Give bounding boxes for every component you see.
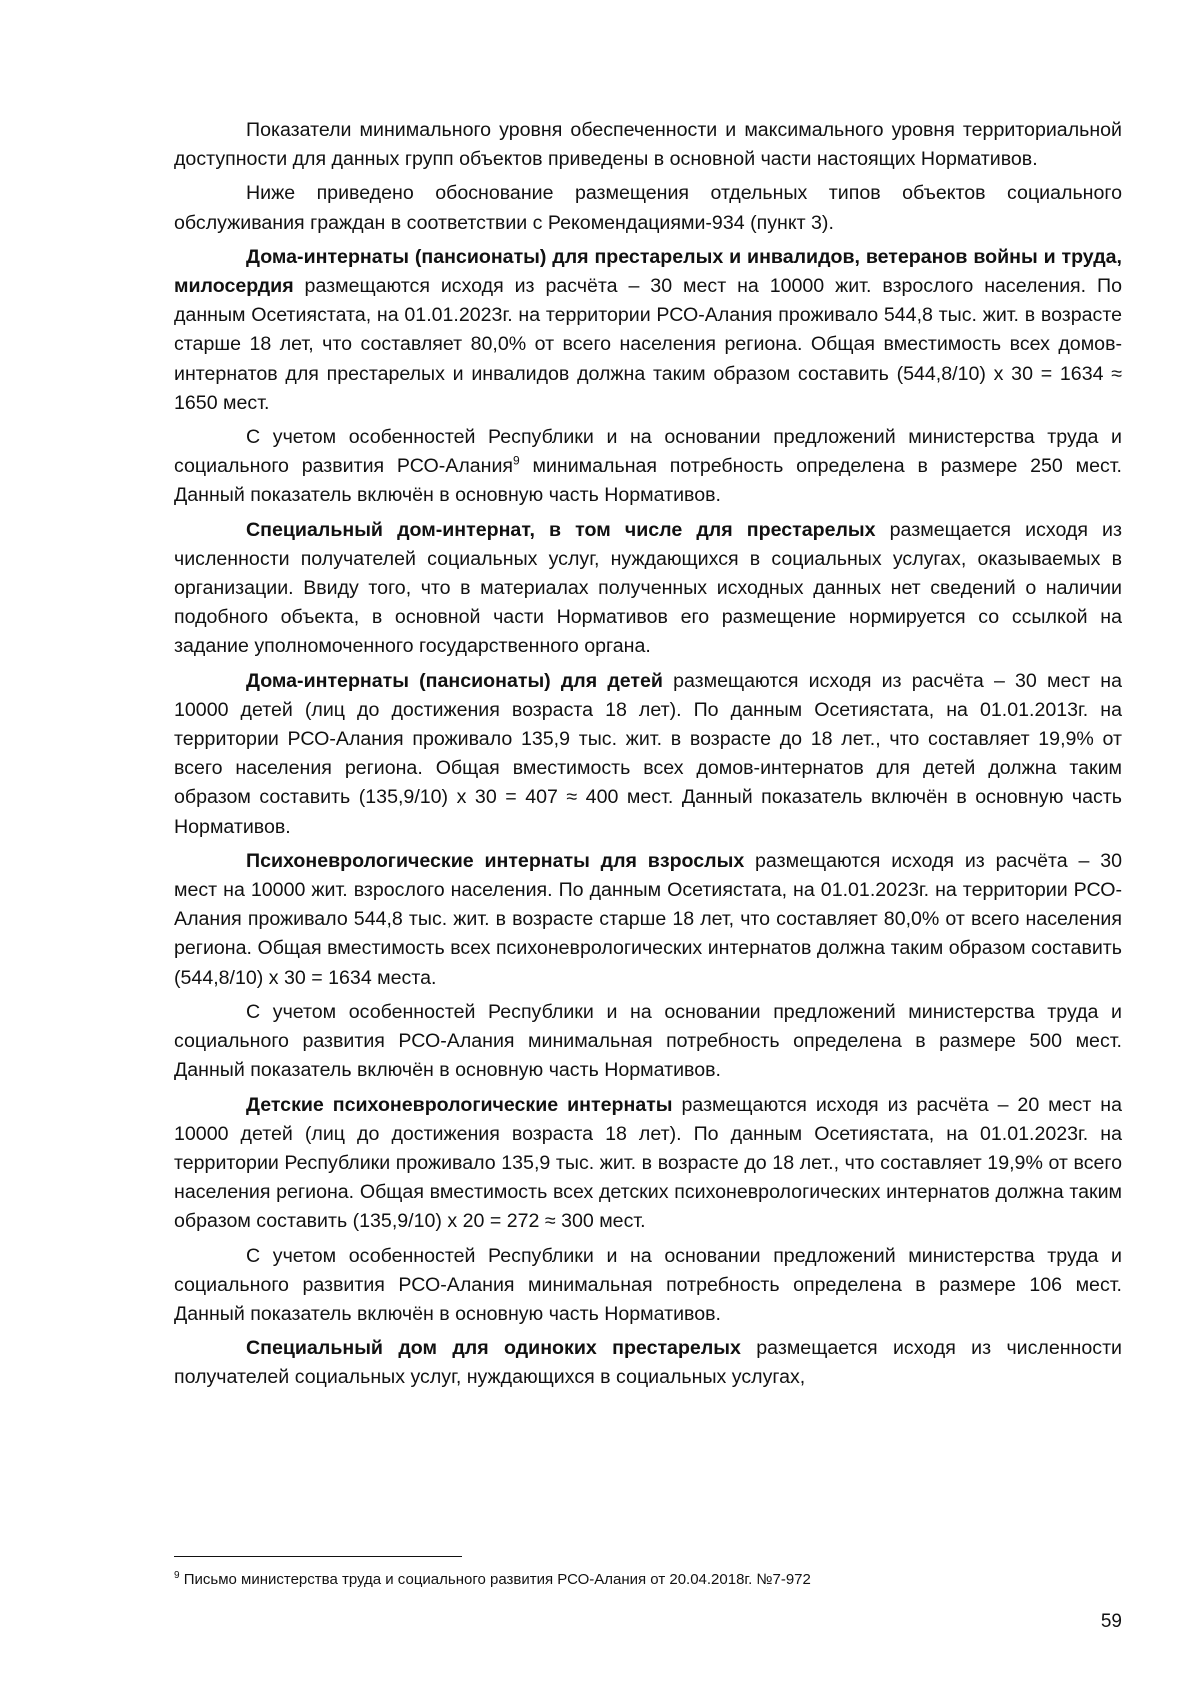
paragraph-text: размещается исходя из численности получателей социальных услуг, нуждающихся в социальных услугах, xyxy=(174,1337,1122,1389)
paragraph-text: С учетом особенностей Республики и на основании предложений министерства труда и социального развития РСО-Алания минимальная потребность определена в размере 500 мест. Данный показатель включён в основную часть Нормативов. xyxy=(174,1000,1122,1082)
paragraph-text: С учетом особенностей Республики и на основании предложений министерства труда и социального развития РСО-Алания xyxy=(174,426,1122,478)
paragraph xyxy=(174,516,1122,662)
paragraph xyxy=(174,243,1122,418)
paragraph xyxy=(174,998,1122,1086)
footnote-separator xyxy=(174,1556,462,1557)
paragraph xyxy=(174,116,1122,174)
footnote-text: Письмо министерства труда и социального развития РСО-Алания от 20.04.2018г. №7-972 xyxy=(179,1571,811,1588)
paragraph-text: размещаются исходя из расчёта – 20 мест на 10000 детей (лиц до достижения возраста 18 лет). По данным Осетиястата, на 01.01.2023г. на территории Республики проживало 135,9 тыс. жит. в возрасте до 18 лет., что составляет 19,9% от всего населения региона. Общая вместимость всех детских психоневрологических интернатов должна таким образом составить (135,9/10) х 20 = 272 ≈ 300 мест. xyxy=(174,1093,1122,1233)
footnote-reference[interactable]: 9 xyxy=(513,453,520,468)
paragraph-text: размещаются исходя из расчёта – 30 мест на 10000 жит. взрослого населения. По данным Осетиястата, на 01.01.2023г. на территории РСО-Алания проживало 544,8 тыс. жит. в возрасте старше 18 лет, что составляет 80,0% от всего населения региона. Общая вместимость всех психоневрологических интернатов должна таким образом составить (544,8/10) х 30 = 1634 места. xyxy=(174,849,1122,989)
paragraph xyxy=(174,423,1122,511)
term-heading: Специальный дом для одиноких престарелых xyxy=(246,1337,741,1360)
paragraph-text: размещаются исходя из расчёта – 30 мест на 10000 жит. взрослого населения. По данным Осетиястата, на 01.01.2023г. на территории РСО-Алания проживало 544,8 тыс. жит. в возрасте старше 18 лет, что составляет 80,0% от всего населения региона. Общая вместимость всех домов-интернатов для престарелых и инвалидов должна таким образом составить (544,8/10) х 30 = 1634 ≈ 1650 мест. xyxy=(174,275,1122,414)
paragraph-text: С учетом особенностей Республики и на основании предложений министерства труда и социального развития РСО-Алания минимальная потребность определена в размере 106 мест. Данный показатель включён в основную часть Нормативов. xyxy=(174,1244,1122,1325)
paragraph-text: Ниже приведено обоснование размещения отдельных типов объектов социального обслуживания граждан в соответствии с Рекомендациями-934 (пункт 3). xyxy=(174,182,1122,234)
paragraph xyxy=(174,1091,1122,1237)
term-heading: Специальный дом-интернат, в том числе для престарелых xyxy=(246,518,876,541)
footnote xyxy=(174,1570,1122,1590)
paragraph-text: Показатели минимального уровня обеспеченности и максимального уровня территориальной доступности для данных групп объектов приведены в основной части настоящих Нормативов. xyxy=(174,119,1122,171)
paragraph-text: минимальная потребность определена в размере 250 мест. Данный показатель включён в основную часть Нормативов. xyxy=(174,455,1123,507)
footnote-mark: 9 xyxy=(174,1570,180,1581)
term-heading: Дома-интернаты (пансионаты) для престарелых и инвалидов, ветеранов войны и труда, милосердия xyxy=(174,245,1122,298)
page-number: 59 xyxy=(1100,1611,1122,1632)
term-heading: Психоневрологические интернаты для взрослых xyxy=(246,849,745,872)
paragraph xyxy=(174,667,1122,842)
body-text xyxy=(174,116,1122,1398)
term-heading: Дома-интернаты (пансионаты) для детей xyxy=(246,669,663,692)
paragraph xyxy=(174,1334,1122,1392)
paragraph xyxy=(174,847,1122,993)
term-heading: Детские психоневрологические интернаты xyxy=(246,1093,673,1116)
paragraph xyxy=(174,1242,1122,1330)
paragraph-text: размещаются исходя из расчёта – 30 мест на 10000 детей (лиц до достижения возраста 18 лет). По данным Осетиястата, на 01.01.2013г. на территории РСО-Алания проживало 135,9 тыс. жит. в возрасте до 18 лет., что составляет 19,9% от всего населения региона. Общая вместимость всех домов-интернатов для детей должна таким образом составить (135,9/10) х 30 = 407 ≈ 400 мест. Данный показатель включён в основную часть Нормативов. xyxy=(174,669,1122,838)
paragraph-text: размещается исходя из численности получателей социальных услуг, нуждающихся в социальных услугах, оказываемых в организации. Ввиду того, что в материалах полученных исходных данных нет сведений о наличии подобного объекта, в основной части Нормативов его размещение нормируется со ссылкой на задание уполномоченного государственного органа. xyxy=(174,518,1122,658)
paragraph xyxy=(174,179,1122,237)
